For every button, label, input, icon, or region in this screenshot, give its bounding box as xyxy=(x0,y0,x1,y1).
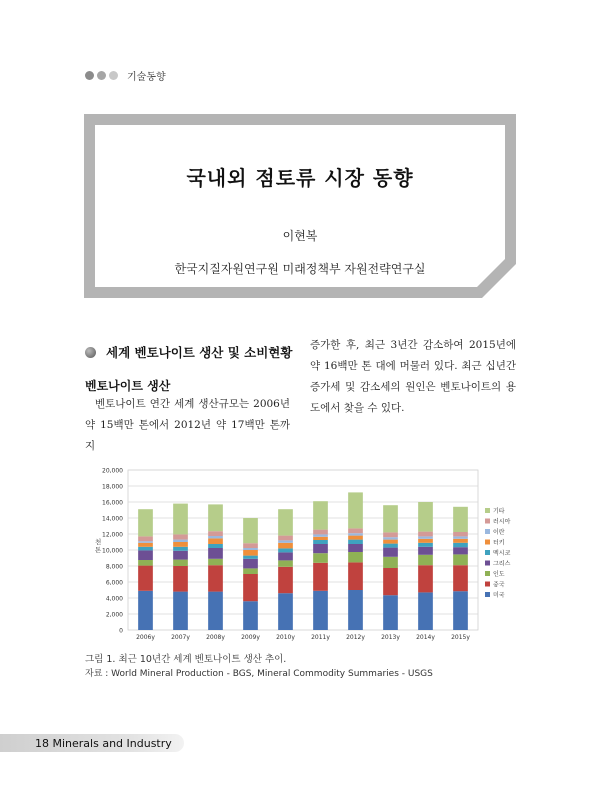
bar-segment xyxy=(418,555,433,565)
y-tick-label: 16,000 xyxy=(102,499,123,507)
bar-segment xyxy=(348,492,363,528)
header-dot-3 xyxy=(109,71,118,80)
bar-segment xyxy=(348,536,363,540)
bar-segment xyxy=(418,502,433,532)
bar-segment xyxy=(278,509,293,535)
legend-swatch xyxy=(485,550,490,555)
bar-segment xyxy=(138,541,153,543)
bar-segment xyxy=(348,590,363,630)
bar-segment xyxy=(138,543,153,547)
bar-segment xyxy=(383,595,398,630)
bar-segment xyxy=(453,547,468,554)
x-tick-label: 2007y xyxy=(171,634,190,641)
bar-segment xyxy=(173,566,188,592)
bar-segment xyxy=(138,547,153,551)
y-tick-label: 14,000 xyxy=(102,515,123,523)
bar-segment xyxy=(383,548,398,557)
bar-segment xyxy=(313,544,328,553)
bar-segment xyxy=(313,534,328,536)
bentonite-production-chart xyxy=(88,462,518,642)
bar-segment xyxy=(348,552,363,562)
bar-segment xyxy=(453,507,468,532)
bar-segment xyxy=(313,501,328,529)
legend-swatch xyxy=(485,508,490,513)
y-tick-label: 4,000 xyxy=(105,595,123,603)
article-title: 국내외 점토류 시장 동향 xyxy=(186,166,414,190)
bar-segment xyxy=(208,504,223,531)
bar-segment xyxy=(173,592,188,630)
bar-segment xyxy=(278,567,293,593)
bar-segment xyxy=(278,560,293,566)
body-text-left: 벤토나이트 연간 세계 생산규모는 2006년 약 15백만 톤에서 2012년 약 17백만 톤까지 xyxy=(85,398,290,452)
bar-segment xyxy=(418,547,433,555)
bar-segment xyxy=(418,536,433,538)
section-heading xyxy=(85,343,292,361)
bar-segment xyxy=(348,540,363,544)
legend-swatch xyxy=(485,519,490,524)
section-title: 세계 벤토나이트 생산 및 소비현황 xyxy=(106,345,293,360)
x-tick-label: 2013y xyxy=(381,634,400,641)
bar-segment xyxy=(383,532,398,537)
bar-segment xyxy=(138,550,153,560)
bar-segment xyxy=(243,601,258,630)
legend-label: 미국 xyxy=(493,592,505,599)
bar-segment xyxy=(313,553,328,563)
bar-segment xyxy=(208,592,223,630)
bar-segment xyxy=(313,530,328,535)
legend-label: 멕시코 xyxy=(493,550,511,557)
header-dot-1 xyxy=(85,71,94,80)
bar-segment xyxy=(418,532,433,537)
legend-swatch xyxy=(485,529,490,534)
legend-swatch xyxy=(485,582,490,587)
section-label: 기술동향 xyxy=(127,72,166,83)
y-axis-label: 천 톤 xyxy=(95,538,102,554)
y-tick-label: 2,000 xyxy=(105,611,123,619)
bar-segment xyxy=(138,536,153,541)
bar-segment xyxy=(208,531,223,536)
article-affiliation: 한국지질자원연구원 미래정책부 자원전략연구실 xyxy=(174,262,426,276)
x-tick-label: 2009y xyxy=(241,634,260,641)
figure-source: 자료 : World Mineral Production - BGS, Mineral Commodity Summaries - USGS xyxy=(85,669,433,679)
bar-segment xyxy=(453,536,468,538)
bar-segment xyxy=(173,504,188,535)
article-author: 이현복 xyxy=(282,229,318,243)
bar-segment xyxy=(418,592,433,630)
legend-swatch xyxy=(485,592,490,597)
y-tick-label: 8,000 xyxy=(105,563,123,571)
legend-label: 기타 xyxy=(493,508,505,515)
bar-segment xyxy=(383,537,398,539)
bar-segment xyxy=(243,543,258,548)
bar-segment xyxy=(453,554,468,565)
bar-segment xyxy=(243,548,258,550)
bar-segment xyxy=(313,591,328,630)
bar-segment xyxy=(348,562,363,590)
bar-segment xyxy=(208,536,223,538)
x-tick-label: 2012y xyxy=(346,634,365,641)
x-tick-label: 2014y xyxy=(416,634,435,641)
legend-swatch xyxy=(485,571,490,576)
legend-label: 인도 xyxy=(493,571,505,578)
x-tick-label: 2015y xyxy=(451,634,470,641)
x-tick-label: 2010y xyxy=(276,634,295,641)
circle-bullet-icon xyxy=(85,347,96,358)
legend-label: 터키 xyxy=(493,539,505,547)
bar-segment xyxy=(383,568,398,595)
header-dot-2 xyxy=(97,71,106,80)
y-tick-label: 10,000 xyxy=(102,547,123,555)
bar-segment xyxy=(208,548,223,559)
bar-segment xyxy=(348,528,363,533)
bar-segment xyxy=(313,540,328,544)
bar-segment xyxy=(173,560,188,566)
y-tick-label: 20,000 xyxy=(102,467,123,475)
bar-segment xyxy=(348,533,363,535)
bar-segment xyxy=(278,536,293,541)
section-header xyxy=(85,68,166,83)
bar-segment xyxy=(313,537,328,540)
bar-segment xyxy=(418,539,433,543)
legend-swatch xyxy=(485,561,490,566)
bar-segment xyxy=(208,544,223,548)
y-tick-label: 12,000 xyxy=(102,531,123,539)
subsection-title: 벤토나이트 생산 xyxy=(85,379,171,393)
bar-segment xyxy=(383,540,398,544)
legend-label: 이란 xyxy=(493,529,505,536)
bar-segment xyxy=(173,540,188,542)
bar-segment xyxy=(173,542,188,547)
bar-segment xyxy=(453,591,468,630)
y-tick-label: 6,000 xyxy=(105,579,123,587)
x-tick-label: 2011y xyxy=(311,634,330,641)
legend-label: 러시아 xyxy=(493,518,511,526)
bar-segment xyxy=(138,509,153,536)
figure-caption: 그림 1. 최근 10년간 세계 벤토나이트 생산 추이. xyxy=(85,654,287,665)
bar-segment xyxy=(173,534,188,539)
bar-segment xyxy=(208,565,223,591)
bar-segment xyxy=(383,505,398,532)
bar-segment xyxy=(243,550,258,556)
bar-segment xyxy=(138,560,153,566)
bar-segment xyxy=(453,532,468,536)
page-footer: 18 Minerals and Industry xyxy=(35,737,172,750)
legend-label: 중국 xyxy=(493,581,505,589)
bar-segment xyxy=(278,593,293,630)
bar-segment xyxy=(348,544,363,552)
body-text-right: 증가한 후, 최근 3년간 감소하여 2015년에 약 16백만 톤 대에 머물러 있다. 최근 십년간 증가세 및 감소세의 원인은 벤토나이트의 용도에서 찾을 수 있다. xyxy=(310,339,516,414)
bar-segment xyxy=(173,551,188,560)
bar-segment xyxy=(278,552,293,560)
x-tick-label: 2008y xyxy=(206,634,225,641)
bar-segment xyxy=(453,543,468,547)
bar-segment xyxy=(418,565,433,592)
bar-segment xyxy=(208,559,223,565)
y-tick-label: 18,000 xyxy=(102,483,123,491)
bar-segment xyxy=(278,548,293,552)
y-tick-label: 0 xyxy=(119,627,123,635)
legend-label: 그리스 xyxy=(493,560,511,568)
bar-segment xyxy=(243,574,258,601)
bar-segment xyxy=(243,518,258,543)
bar-segment xyxy=(313,563,328,591)
bar-segment xyxy=(453,539,468,543)
bar-segment xyxy=(138,591,153,630)
bar-segment xyxy=(278,543,293,549)
bar-segment xyxy=(243,568,258,574)
bar-segment xyxy=(383,544,398,548)
title-box xyxy=(84,114,516,298)
bar-segment xyxy=(383,557,398,568)
bar-segment xyxy=(278,540,293,542)
bar-segment xyxy=(243,559,258,569)
bar-segment xyxy=(418,543,433,547)
bar-segment xyxy=(208,538,223,544)
bar-segment xyxy=(138,566,153,591)
x-tick-label: 2006y xyxy=(136,634,155,641)
bar-segment xyxy=(173,547,188,551)
bar-segment xyxy=(243,556,258,559)
bar-segment xyxy=(453,565,468,591)
legend-swatch xyxy=(485,540,490,545)
